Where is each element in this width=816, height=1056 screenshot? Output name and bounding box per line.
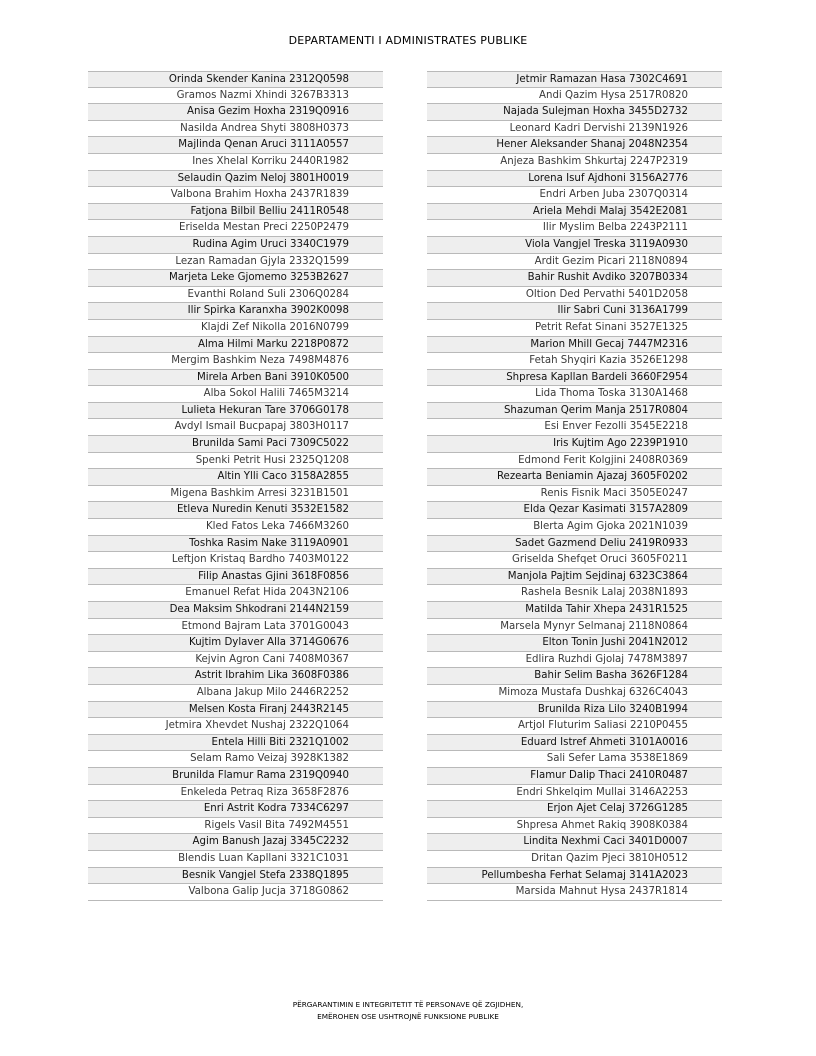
list-row: Eriselda Mestan Preci 2250P2479 [88,220,383,237]
list-row: Mimoza Mustafa Dushkaj 6326C4043 [427,685,722,702]
list-row: Brunilda Flamur Rama 2319Q0940 [88,768,383,785]
list-row: Lindita Nexhmi Caci 3401D0007 [427,834,722,851]
list-row: Edlira Ruzhdi Gjolaj 7478M3897 [427,652,722,669]
list-row: Enkeleda Petraq Riza 3658F2876 [88,785,383,802]
list-row: Brunilda Sami Paci 7309C5022 [88,436,383,453]
list-row: Lulieta Hekuran Tare 3706G0178 [88,403,383,420]
list-row: Brunilda Riza Lilo 3240B1994 [427,702,722,719]
list-row: Hener Aleksander Shanaj 2048N2354 [427,137,722,154]
page-title: DEPARTAMENTI I ADMINISTRATES PUBLIKE [288,34,528,47]
list-row: Gramos Nazmi Xhindi 3267B3313 [88,88,383,105]
list-row: Selaudin Qazim Neloj 3801H0019 [88,171,383,188]
list-row: Fatjona Bilbil Belliu 2411R0548 [88,204,383,221]
list-row: Emanuel Refat Hida 2043N2106 [88,585,383,602]
list-row: Iris Kujtim Ago 2239P1910 [427,436,722,453]
footer-line-1: PËRGARANTIMIN E INTEGRITETIT TË PERSONAVE QË ZGJIDHEN, [292,1000,524,1009]
list-row: Anisa Gezim Hoxha 2319Q0916 [88,104,383,121]
list-row: Leonard Kadri Dervishi 2139N1926 [427,121,722,138]
list-row: Marjeta Leke Gjomemo 3253B2627 [88,270,383,287]
list-row: Viola Vangjel Treska 3119A0930 [427,237,722,254]
list-row: Petrit Refat Sinani 3527E1325 [427,320,722,337]
list-row: Mirela Arben Bani 3910K0500 [88,370,383,387]
list-row: Shazuman Qerim Manja 2517R0804 [427,403,722,420]
list-row: Rashela Besnik Lalaj 2038N1893 [427,585,722,602]
list-row: Evanthi Roland Suli 2306Q0284 [88,287,383,304]
list-row: Sali Sefer Lama 3538E1869 [427,751,722,768]
list-row: Oltion Ded Pervathi 5401D2058 [427,287,722,304]
list-row: Dritan Qazim Pjeci 3810H0512 [427,851,722,868]
list-row: Filip Anastas Gjini 3618F0856 [88,569,383,586]
list-row: Kejvin Agron Cani 7408M0367 [88,652,383,669]
footer-line-2: EMËROHEN OSE USHTROJNË FUNKSIONE PUBLIKE [317,1012,499,1021]
list-row: Endri Shkelqim Mullai 3146A2253 [427,785,722,802]
list-row: Klajdi Zef Nikolla 2016N0799 [88,320,383,337]
list-row: Matilda Tahir Xhepa 2431R1525 [427,602,722,619]
list-row: Bahir Rushit Avdiko 3207B0334 [427,270,722,287]
list-row: Eduard Istref Ahmeti 3101A0016 [427,735,722,752]
list-row: Jetmir Ramazan Hasa 7302C4691 [427,71,722,88]
list-row: Rezearta Beniamin Ajazaj 3605F0202 [427,469,722,486]
list-row: Elton Tonin Jushi 2041N2012 [427,635,722,652]
list-row: Mergim Bashkim Neza 7498M4876 [88,353,383,370]
list-row: Bahir Selim Basha 3626F1284 [427,668,722,685]
list-row: Valbona Brahim Hoxha 2437R1839 [88,187,383,204]
list-row: Leftjon Kristaq Bardho 7403M0122 [88,552,383,569]
list-row: Alma Hilmi Marku 2218P0872 [88,337,383,354]
list-row: Ariela Mehdi Malaj 3542E2081 [427,204,722,221]
list-row: Ines Xhelal Korriku 2440R1982 [88,154,383,171]
list-row: Etleva Nuredin Kenuti 3532E1582 [88,502,383,519]
list-row: Toshka Rasim Nake 3119A0901 [88,536,383,553]
list-row: Flamur Dalip Thaci 2410R0487 [427,768,722,785]
list-row: Orinda Skender Kanina 2312Q0598 [88,71,383,88]
list-row: Lorena Isuf Ajdhoni 3156A2776 [427,171,722,188]
left-name-list [88,71,383,901]
footer [0,999,816,1023]
list-row: Elda Qezar Kasimati 3157A2809 [427,502,722,519]
list-row: Rudina Agim Uruci 3340C1979 [88,237,383,254]
list-row: Ilir Myslim Belba 2243P2111 [427,220,722,237]
list-row: Artjol Fluturim Saliasi 2210P0455 [427,718,722,735]
right-name-list [427,71,722,901]
list-row: Melsen Kosta Firanj 2443R2145 [88,702,383,719]
list-row: Astrit Ibrahim Lika 3608F0386 [88,668,383,685]
list-row: Marion Mhill Gecaj 7447M2316 [427,337,722,354]
list-row: Avdyl Ismail Bucpapaj 3803H0117 [88,419,383,436]
list-row: Kujtim Dylaver Alla 3714G0676 [88,635,383,652]
list-row: Rigels Vasil Bita 7492M4551 [88,818,383,835]
list-row: Blendis Luan Kapllani 3321C1031 [88,851,383,868]
list-row: Pellumbesha Ferhat Selamaj 3141A2023 [427,868,722,885]
list-row: Lezan Ramadan Gjyla 2332Q1599 [88,254,383,271]
list-row: Marsida Mahnut Hysa 2437R1814 [427,884,722,901]
list-row: Jetmira Xhevdet Nushaj 2322Q1064 [88,718,383,735]
list-row: Marsela Mynyr Selmanaj 2118N0864 [427,619,722,636]
list-row: Renis Fisnik Maci 3505E0247 [427,486,722,503]
list-row: Alba Sokol Halili 7465M3214 [88,386,383,403]
list-row: Lida Thoma Toska 3130A1468 [427,386,722,403]
list-row: Kled Fatos Leka 7466M3260 [88,519,383,536]
list-row: Spenki Petrit Husi 2325Q1208 [88,453,383,470]
list-row: Majlinda Qenan Aruci 3111A0557 [88,137,383,154]
list-row: Shpresa Ahmet Rakiq 3908K0384 [427,818,722,835]
list-row: Entela Hilli Biti 2321Q1002 [88,735,383,752]
list-row: Blerta Agim Gjoka 2021N1039 [427,519,722,536]
list-row: Erjon Ajet Celaj 3726G1285 [427,801,722,818]
list-row: Ilir Sabri Cuni 3136A1799 [427,303,722,320]
list-row: Agim Banush Jazaj 3345C2232 [88,834,383,851]
list-row: Griselda Shefqet Oruci 3605F0211 [427,552,722,569]
list-row: Valbona Galip Jucja 3718G0862 [88,884,383,901]
list-row: Ardit Gezim Picari 2118N0894 [427,254,722,271]
list-row: Enri Astrit Kodra 7334C6297 [88,801,383,818]
list-row: Albana Jakup Milo 2446R2252 [88,685,383,702]
list-row: Dea Maksim Shkodrani 2144N2159 [88,602,383,619]
list-row: Anjeza Bashkim Shkurtaj 2247P2319 [427,154,722,171]
list-row: Nasilda Andrea Shyti 3808H0373 [88,121,383,138]
list-row: Etmond Bajram Lata 3701G0043 [88,619,383,636]
list-row: Ilir Spirka Karanxha 3902K0098 [88,303,383,320]
list-row: Sadet Gazmend Deliu 2419R0933 [427,536,722,553]
list-row: Esi Enver Fezolli 3545E2218 [427,419,722,436]
list-row: Fetah Shyqiri Kazia 3526E1298 [427,353,722,370]
list-row: Endri Arben Juba 2307Q0314 [427,187,722,204]
list-row: Migena Bashkim Arresi 3231B1501 [88,486,383,503]
list-row: Manjola Pajtim Sejdinaj 6323C3864 [427,569,722,586]
list-row: Najada Sulejman Hoxha 3455D2732 [427,104,722,121]
list-row: Selam Ramo Veizaj 3928K1382 [88,751,383,768]
list-row: Altin Ylli Caco 3158A2855 [88,469,383,486]
list-row: Shpresa Kapllan Bardeli 3660F2954 [427,370,722,387]
list-row: Andi Qazim Hysa 2517R0820 [427,88,722,105]
list-row: Edmond Ferit Kolgjini 2408R0369 [427,453,722,470]
list-row: Besnik Vangjel Stefa 2338Q1895 [88,868,383,885]
